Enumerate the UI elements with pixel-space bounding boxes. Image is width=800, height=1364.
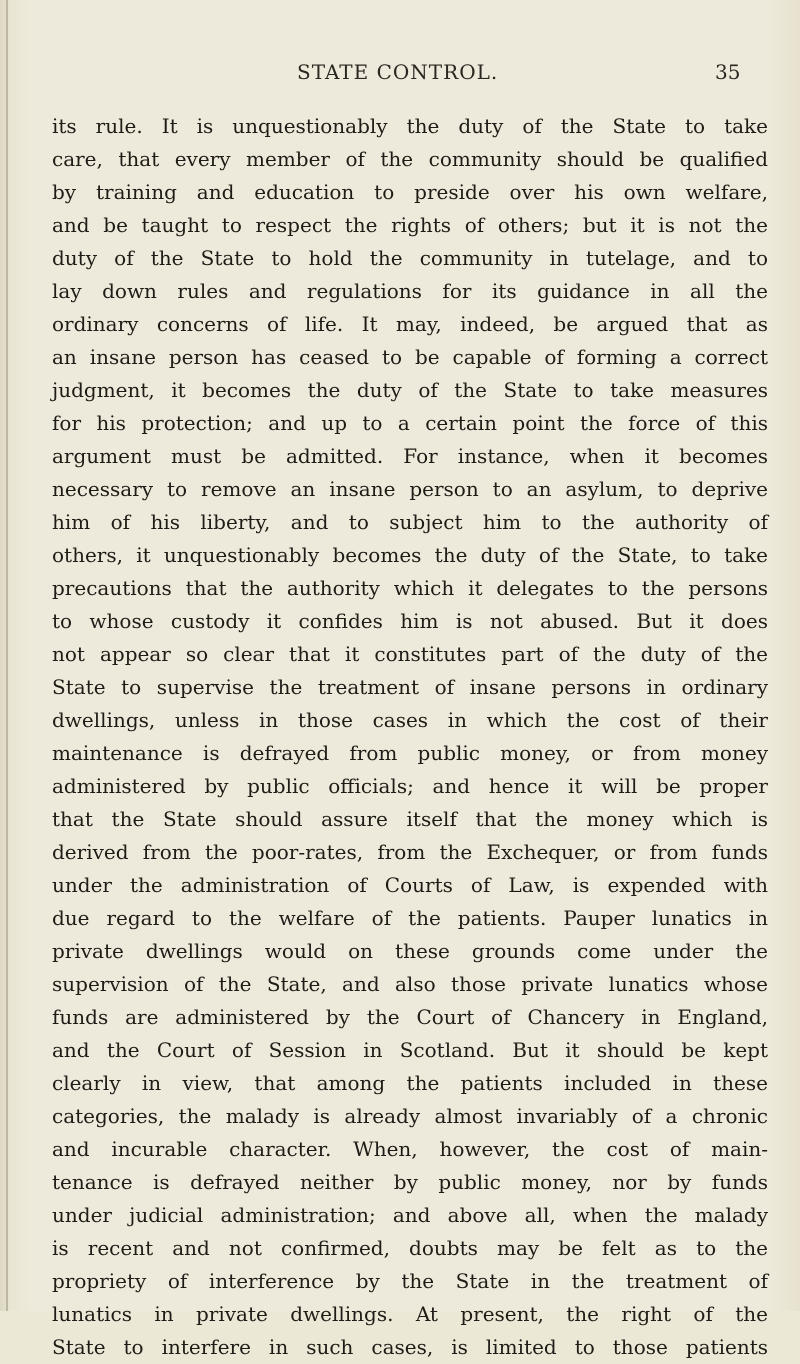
text-line: maintenance is defrayed from public money, or from money bbox=[52, 741, 768, 765]
text-line: its rule. It is unquestionably the duty of the State to take bbox=[52, 114, 768, 138]
text-line: for his protection; and up to a certain point the force of this bbox=[52, 411, 768, 435]
text-line: State to supervise the treatment of insane persons in ordinary bbox=[52, 675, 768, 699]
text-line: others, it unquestionably becomes the duty of the State, to take bbox=[52, 543, 768, 567]
text-line: him of his liberty, and to subject him to the authority of bbox=[52, 510, 768, 534]
text-line: necessary to remove an insane person to an asylum, to deprive bbox=[52, 477, 768, 501]
text-line: and be taught to respect the rights of others; but it is not the bbox=[52, 213, 768, 237]
text-line: administered by public officials; and hence it will be proper bbox=[52, 774, 768, 798]
body-text bbox=[52, 110, 768, 1364]
text-line: argument must be admitted. For instance, when it becomes bbox=[52, 444, 768, 468]
text-line: supervision of the State, and also those private lunatics whose bbox=[52, 972, 768, 996]
running-head-title: STATE CONTROL. bbox=[297, 60, 499, 84]
text-line: not appear so clear that it constitutes part of the duty of the bbox=[52, 642, 768, 666]
text-line: and incurable character. When, however, the cost of main- bbox=[52, 1137, 768, 1161]
text-line: categories, the malady is already almost invariably of a chronic bbox=[52, 1104, 768, 1128]
text-line: ordinary concerns of life. It may, indeed, be argued that as bbox=[52, 312, 768, 336]
text-line: that the State should assure itself that the money which is bbox=[52, 807, 768, 831]
text-line: and the Court of Session in Scotland. But it should be kept bbox=[52, 1038, 768, 1062]
page-gutter bbox=[6, 0, 8, 1311]
text-line: precautions that the authority which it delegates to the persons bbox=[52, 576, 768, 600]
text-line: State to interfere in such cases, is limited to those patients bbox=[52, 1335, 768, 1359]
text-line: clearly in view, that among the patients included in these bbox=[52, 1071, 768, 1095]
text-line: judgment, it becomes the duty of the State to take measures bbox=[52, 378, 768, 402]
text-line: by training and education to preside over his own welfare, bbox=[52, 180, 768, 204]
running-head bbox=[0, 60, 800, 90]
text-line: under the administration of Courts of Law, is expended with bbox=[52, 873, 768, 897]
text-line: under judicial administration; and above all, when the malady bbox=[52, 1203, 768, 1227]
text-line: an insane person has ceased to be capable of forming a correct bbox=[52, 345, 768, 369]
text-line: duty of the State to hold the community in tutelage, and to bbox=[52, 246, 768, 270]
text-line: lunatics in private dwellings. At present, the right of the bbox=[52, 1302, 768, 1326]
text-line: is recent and not confirmed, doubts may be felt as to the bbox=[52, 1236, 768, 1260]
text-line: dwellings, unless in those cases in which the cost of their bbox=[52, 708, 768, 732]
text-line: funds are administered by the Court of Chancery in England, bbox=[52, 1005, 768, 1029]
text-line: due regard to the welfare of the patients. Pauper lunatics in bbox=[52, 906, 768, 930]
text-line: propriety of interference by the State in the treatment of bbox=[52, 1269, 768, 1293]
text-line: tenance is defrayed neither by public money, nor by funds bbox=[52, 1170, 768, 1194]
text-line: to whose custody it confides him is not abused. But it does bbox=[52, 609, 768, 633]
text-line: derived from the poor-rates, from the Exchequer, or from funds bbox=[52, 840, 768, 864]
page-number: 35 bbox=[715, 60, 741, 84]
text-line: private dwellings would on these grounds come under the bbox=[52, 939, 768, 963]
text-line: lay down rules and regulations for its guidance in all the bbox=[52, 279, 768, 303]
text-line: care, that every member of the community should be qualified bbox=[52, 147, 768, 171]
